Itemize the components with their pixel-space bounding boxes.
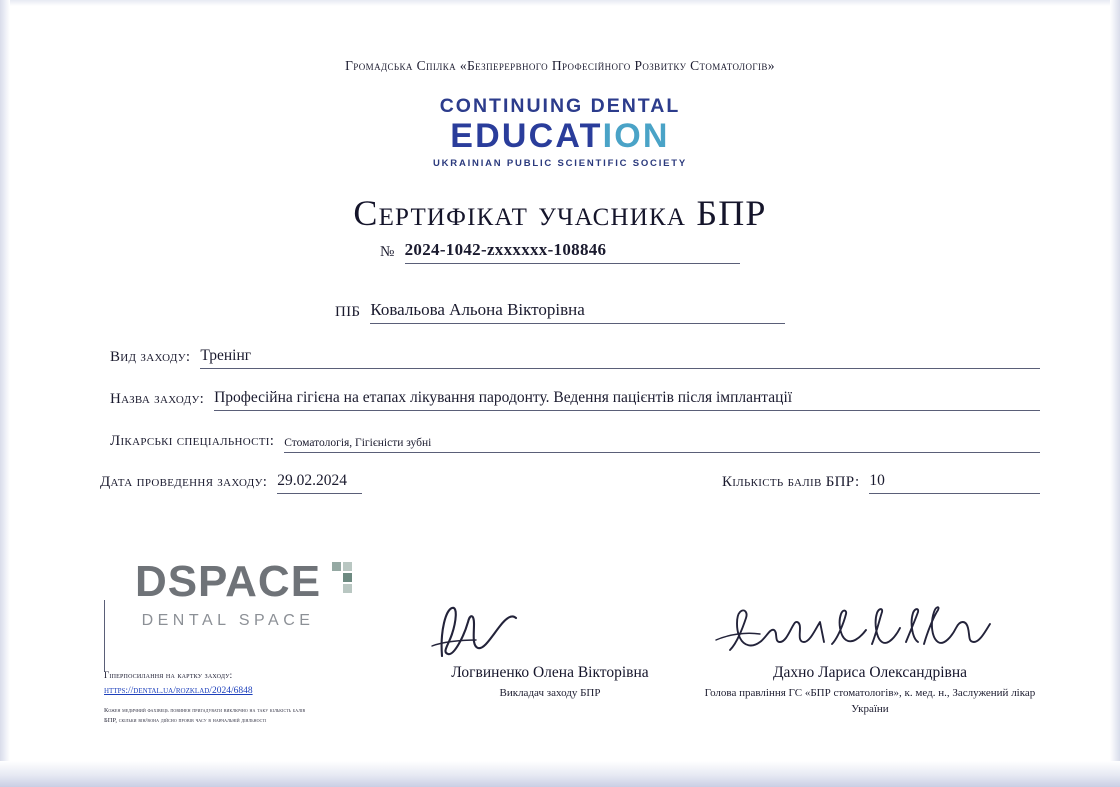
signature-block-teacher <box>380 600 720 702</box>
field-points-label: Кількість балів БПР: <box>722 474 860 490</box>
field-specialties <box>110 433 1040 453</box>
page-edge-bottom <box>0 761 1120 787</box>
field-specialties-value: Стоматологія, Гігієністи зубні <box>284 437 432 449</box>
signature-role-teacher: Викладач заходу БПР <box>499 687 601 699</box>
disclaimer-text: Кожен медичний фахівець повинен пригадувати виключно на таку кількість балів БПР, скільки він/вона дійсно провів часу в навчальній діяльності <box>104 707 306 724</box>
field-fullname-value-wrap <box>370 300 785 324</box>
cde-logo <box>0 97 1120 168</box>
dspace-logo <box>118 557 338 630</box>
field-fullname-label: ПІБ <box>335 304 361 320</box>
logo-line-1: CONTINUING DENTAL <box>439 95 681 117</box>
logo-line-3: UKRAINIAN PUBLIC SCIENTIFIC SOCIETY <box>432 157 688 169</box>
logo-line-2 <box>0 116 1120 155</box>
field-number-value-wrap <box>405 240 740 264</box>
field-event-date-value-wrap <box>277 472 362 494</box>
left-divider <box>104 600 105 672</box>
field-event-title-value: Професійна гігієна на етапах лікування пародонту. Ведення пацієнтів після імплантації <box>214 389 793 406</box>
field-points <box>722 472 1040 494</box>
signature-mark-teacher <box>380 600 720 662</box>
page-title: Сертифікат учасника БПР <box>353 193 767 233</box>
field-event-title-label: Назва заходу: <box>110 391 205 407</box>
field-points-value: 10 <box>869 472 885 489</box>
field-event-type-value-wrap <box>200 347 1040 369</box>
field-specialties-label: Лікарські спеціальності: <box>110 433 275 449</box>
organization-line: Громадська Спілка «Безперервного Професійного Розвитку Стоматологів» <box>345 58 775 73</box>
field-fullname-value: Ковальова Альона Вікторівна <box>370 300 585 319</box>
logo-line-2-accent: ION <box>602 116 670 155</box>
field-event-title-value-wrap <box>214 389 1040 411</box>
signature-block-head <box>690 600 1050 718</box>
signature-icon-teacher <box>380 600 720 662</box>
field-event-type-value: Тренінг <box>200 347 252 364</box>
page-edge-top <box>0 0 1120 6</box>
field-fullname <box>335 300 785 324</box>
signature-name-teacher: Логвиненко Олена Вікторівна <box>451 664 649 681</box>
dspace-logo-main: DSPACE <box>134 557 322 606</box>
event-link-caption: Гіперпосилання на картку заходу: <box>104 670 233 680</box>
field-event-date-value: 29.02.2024 <box>277 472 347 489</box>
field-event-type-label: Вид заходу: <box>110 349 191 365</box>
field-event-date <box>100 472 362 494</box>
signature-role-head: Голова правління ГС «БПР стоматологів», к. мед. н., Заслужений лікар України <box>704 687 1036 715</box>
logo-line-2-main: EDUCAT <box>450 116 603 155</box>
dspace-logo-sub: DENTAL SPACE <box>141 612 315 629</box>
field-number-label: № <box>380 244 395 260</box>
field-specialties-value-wrap <box>284 437 1040 453</box>
field-number-value: 2024-1042-zxxxxxx-108846 <box>404 240 607 259</box>
field-event-type <box>110 347 1040 369</box>
signature-mark-head <box>690 600 1050 662</box>
field-points-value-wrap <box>869 472 1040 494</box>
event-link-url[interactable]: https://dental.ua/rozklad/2024/6848 <box>104 686 253 696</box>
dspace-dots-icon <box>330 562 352 596</box>
signature-icon-head <box>690 600 1050 662</box>
field-event-date-label: Дата проведення заходу: <box>100 474 268 490</box>
signature-name-head: Дахно Лариса Олександрівна <box>772 664 967 681</box>
event-link-block <box>104 670 334 698</box>
field-number <box>380 240 740 264</box>
field-event-title <box>110 389 1040 411</box>
